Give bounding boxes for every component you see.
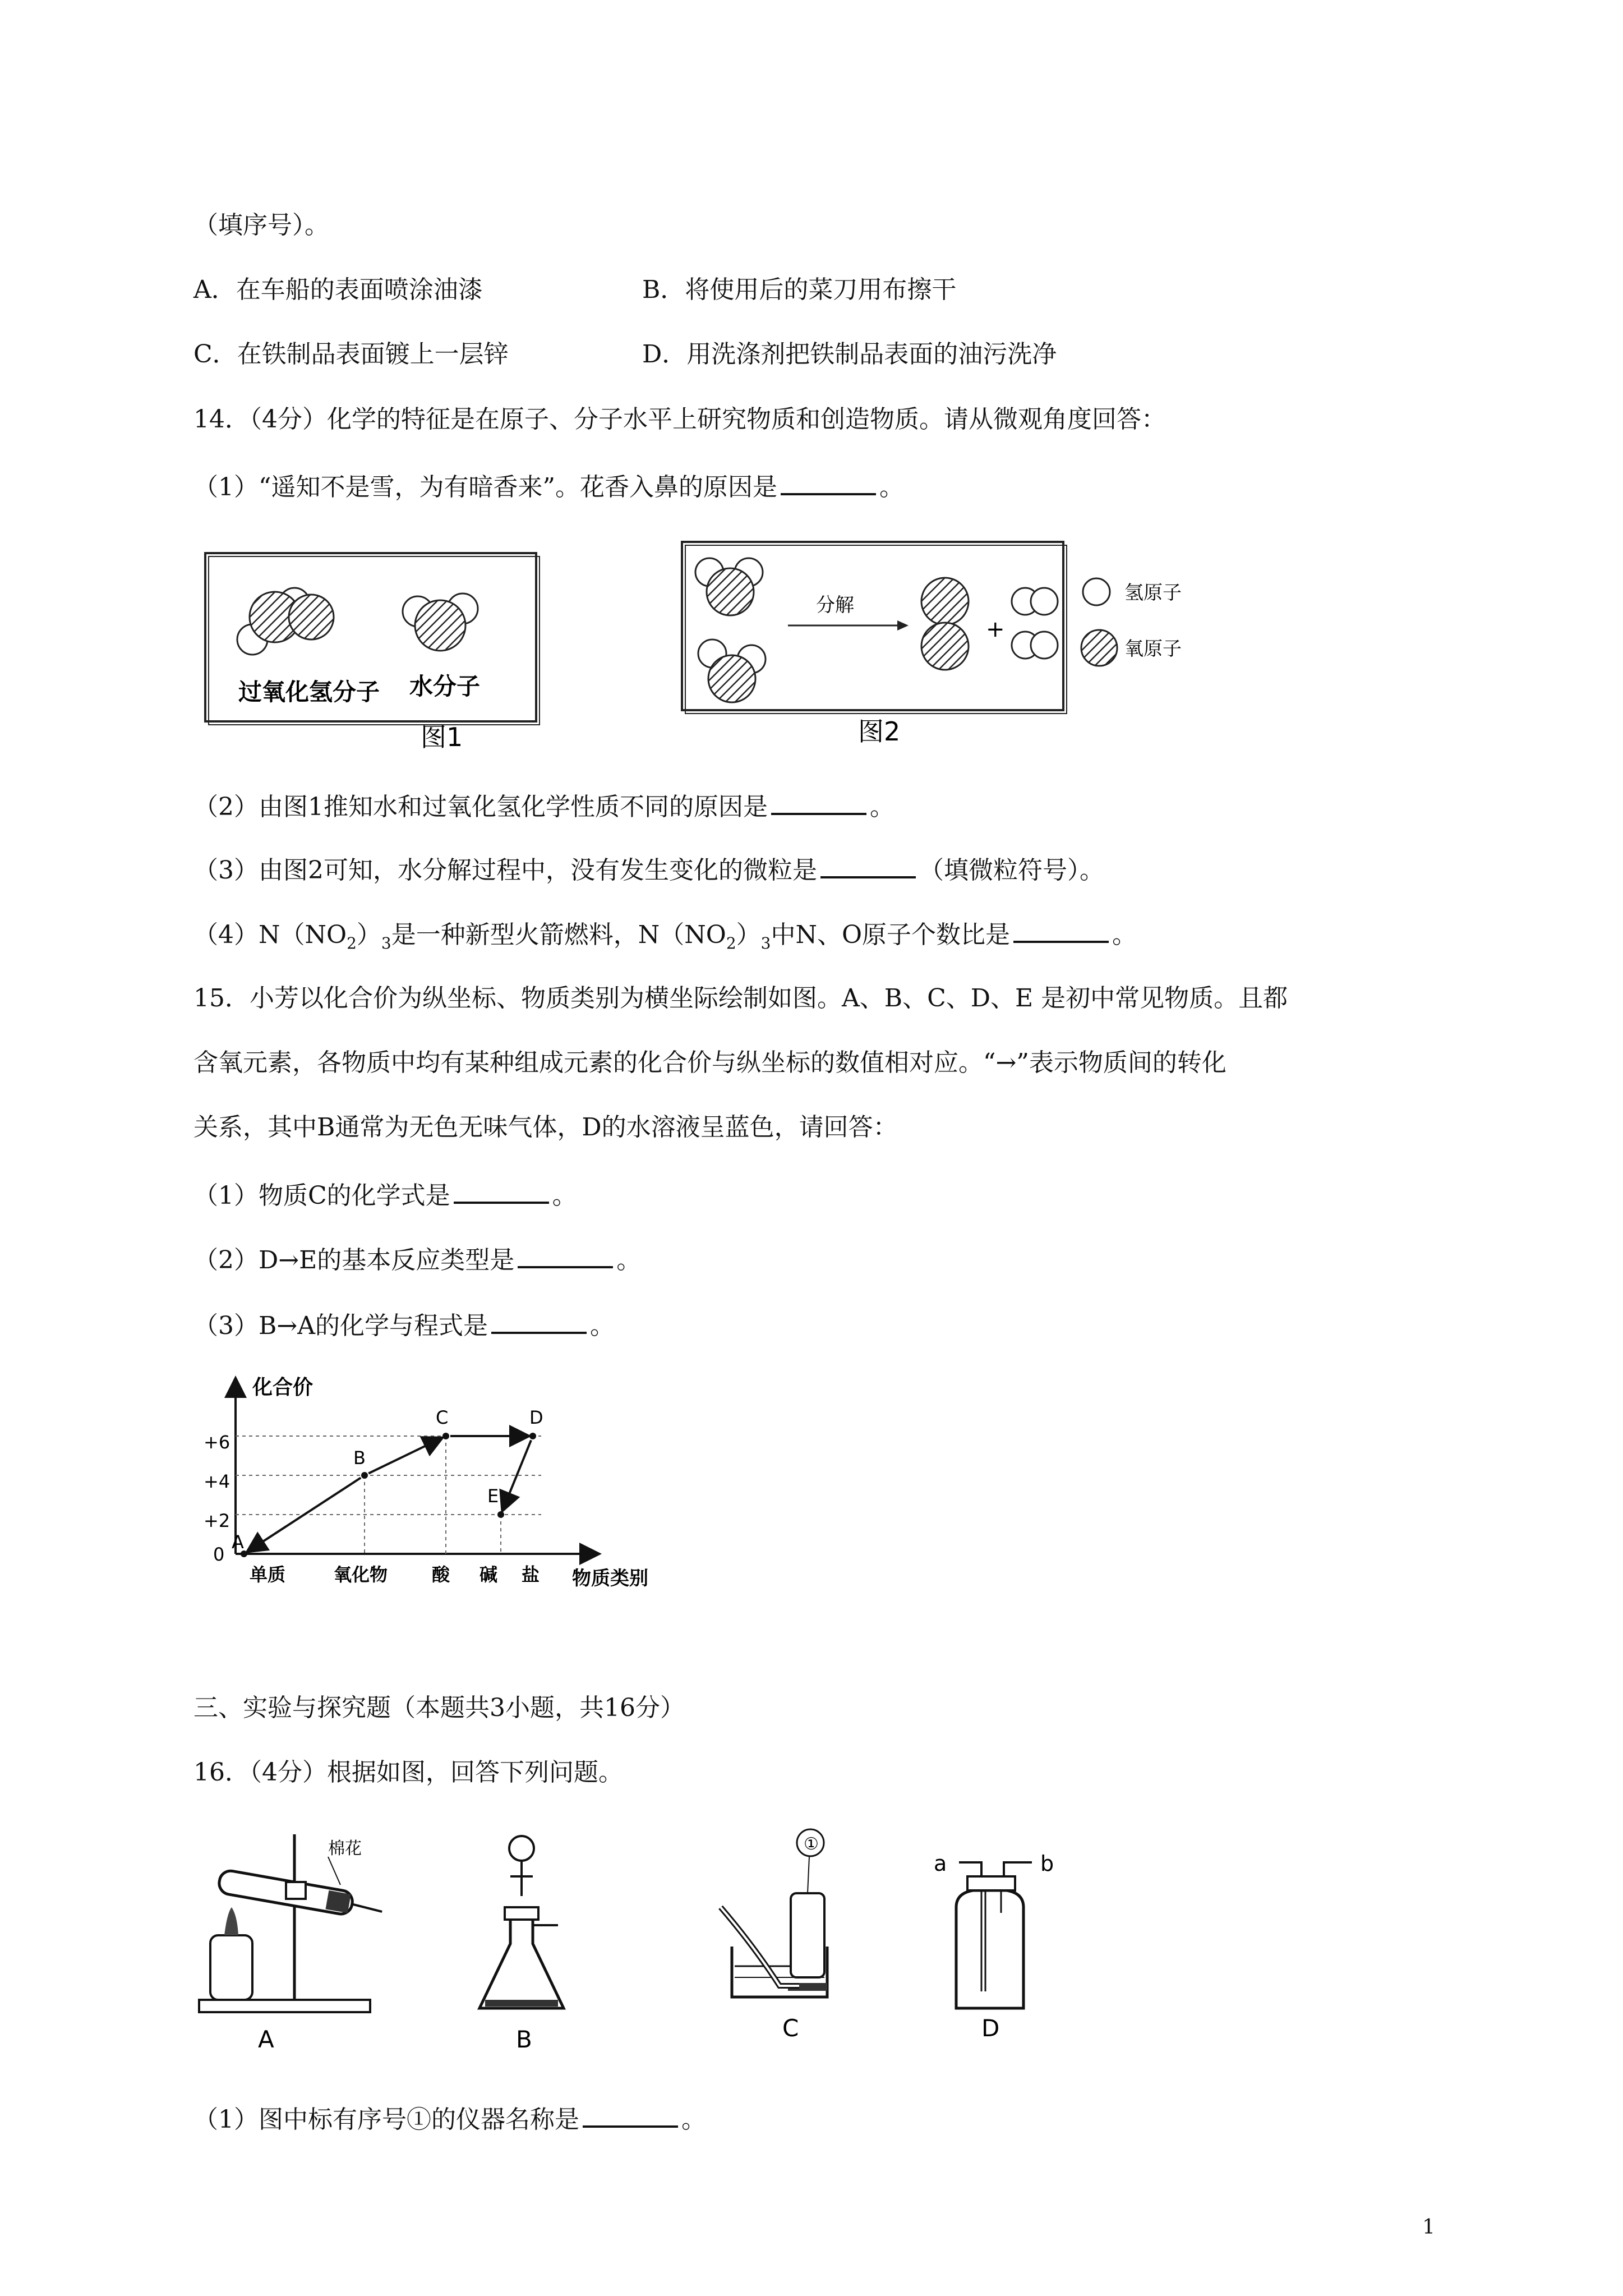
x-tick-label: 氧化物: [334, 1564, 388, 1585]
period: 。: [870, 793, 895, 821]
q15-part3: [193, 1307, 615, 1343]
apparatus-c-icon: [721, 1829, 827, 1997]
subscript: 3: [760, 933, 771, 953]
page-number: 1: [1422, 2216, 1435, 2239]
legend-oxygen: 氧原子: [1124, 638, 1182, 660]
arrow-label: 分解: [816, 594, 854, 616]
q15-part1: [193, 1177, 577, 1213]
legend-hydrogen: 氢原子: [1124, 582, 1182, 604]
period: 。: [589, 1312, 615, 1340]
figure-1: [202, 550, 550, 752]
y-tick-label: +6: [204, 1432, 230, 1453]
hydrogen-molecule-icon: [1012, 632, 1058, 659]
q14-part2-text: （2）由图1推知水和过氧化氢化学性质不同的原因是: [193, 793, 768, 821]
q14-part3-tail: （填微粒符号）。: [919, 856, 1104, 885]
arrow-B-to-C: [368, 1438, 441, 1473]
q13-option-c: C．在铁制品表面镀上一层锌: [193, 340, 509, 369]
answer-blank: [454, 1177, 549, 1204]
q15-part2-text: （2）D→E的基本反应类型是: [193, 1246, 515, 1274]
q13-option-d: D．用洗涤剂把铁制品表面的油污洗净: [642, 340, 1057, 369]
h2o-molecule-icon: [403, 593, 478, 651]
figure-2-caption: 图2: [858, 716, 901, 747]
apparatus-figure: [193, 1823, 1091, 2059]
answer-blank: [491, 1307, 587, 1334]
apparatus-b-label: B: [516, 2026, 532, 2053]
port-a-label: a: [934, 1851, 947, 1876]
apparatus-c-label: C: [782, 2014, 799, 2042]
q16-stem: 16．（4分）根据如图，回答下列问题。: [193, 1758, 623, 1787]
apparatus-d-icon: [934, 1851, 1054, 2008]
subscript: 2: [347, 933, 357, 953]
h2o2-molecule-icon: [237, 588, 334, 655]
cotton-label: 棉花: [328, 1839, 362, 1858]
hydrogen-atom-legend-icon: [1083, 578, 1110, 605]
q13-option-b: B．将使用后的菜刀用布擦干: [642, 275, 957, 304]
apparatus-a-label: A: [258, 2026, 274, 2053]
point-E: [497, 1511, 504, 1518]
point-label-E: E: [487, 1485, 499, 1507]
circled-number-1: ①: [804, 1834, 819, 1854]
q16-part1: [193, 2101, 706, 2137]
q15-stem-line1: 15．小芳以化合价为纵坐标、物质类别为横坐际绘制如图。A、B、C、D、E 是初中常见物质。且都: [193, 984, 1288, 1013]
y-tick-label: +2: [204, 1510, 230, 1531]
q14-part4-a: （4）N（NO: [193, 921, 347, 949]
q14-part3-text: （3）由图2可知，水分解过程中，没有发生变化的微粒是: [193, 856, 817, 885]
oxygen-atom-legend-icon: [1081, 630, 1117, 666]
period: 。: [552, 1181, 577, 1210]
q16-part1-text: （1）图中标有序号①的仪器名称是: [193, 2105, 579, 2134]
q15-stem-line2: 含氧元素，各物质中均有某种组成元素的化合价与纵坐标的数值相对应。“→”表示物质间的转化: [193, 1048, 1227, 1077]
water-molecule-icon: [695, 558, 763, 615]
subscript: 3: [381, 933, 391, 953]
apparatus-d-label: D: [981, 2014, 1000, 2042]
apparatus-a-icon: [199, 1834, 385, 2012]
period: 。: [616, 1246, 642, 1274]
subscript: 2: [726, 933, 736, 953]
answer-blank: [518, 1241, 613, 1268]
q14-part3: [193, 852, 1104, 887]
label-h2o: 水分子: [409, 673, 481, 700]
port-b-label: b: [1040, 1851, 1054, 1876]
q14-part1: [193, 468, 904, 504]
q15-part2: [193, 1241, 641, 1277]
water-molecule-icon: [698, 639, 766, 702]
point-label-B: B: [353, 1447, 366, 1469]
q14-part1-text: （1）“遥知不是雪，为有暗香来”。花香入鼻的原因是: [193, 473, 777, 501]
period: 。: [1112, 921, 1137, 949]
label-h2o2: 过氧化氢分子: [238, 678, 380, 706]
figure-1-caption: 图1: [421, 722, 463, 752]
point-label-D: D: [529, 1407, 543, 1428]
y-tick-label: +4: [204, 1471, 230, 1492]
answer-blank: [1013, 916, 1109, 943]
q14-stem: 14．（4分）化学的特征是在原子、分子水平上研究物质和创造物质。请从微观角度回答：: [193, 405, 1166, 434]
point-label-C: C: [436, 1407, 449, 1428]
x-tick-label: 碱: [479, 1564, 498, 1585]
figure-2: [679, 539, 1239, 752]
q14-part4-d: ）: [736, 921, 761, 949]
point-label-A: A: [232, 1531, 244, 1553]
x-tick-label: 盐: [522, 1564, 540, 1585]
x-tick-label: 酸: [432, 1564, 450, 1585]
q14-part2: [193, 788, 895, 824]
x-tick-label: 单质: [250, 1564, 286, 1585]
q15-stem-line3: 关系，其中B通常为无色无味气体，D的水溶液呈蓝色，请回答：: [193, 1113, 898, 1142]
q13-option-a: A．在车船的表面喷涂油漆: [193, 275, 483, 304]
q14-part4-c: 是一种新型火箭燃料，N（NO: [391, 921, 726, 949]
y-axis-label: 化合价: [252, 1376, 313, 1399]
answer-blank: [583, 2101, 678, 2128]
answer-blank: [781, 468, 876, 495]
answer-blank: [820, 852, 916, 878]
point-C: [442, 1433, 449, 1439]
y-tick-label: 0: [213, 1544, 225, 1565]
apparatus-b-icon: [479, 1836, 564, 2008]
answer-blank: [771, 788, 866, 815]
valence-chart: [193, 1369, 698, 1593]
section-3-title: 三、实验与探究题（本题共3小题，共16分）: [193, 1694, 685, 1722]
q14-part4-e: 中N、O原子个数比是: [771, 921, 1011, 949]
valence-chart-svg: [193, 1369, 698, 1593]
x-axis-label: 物质类别: [572, 1567, 648, 1590]
hydrogen-molecule-icon: [1012, 588, 1058, 615]
point-D: [529, 1433, 536, 1439]
q14-part4: [193, 916, 1137, 960]
plus-sign: +: [986, 616, 1005, 642]
period: 。: [681, 2105, 706, 2134]
q14-part4-b: ）: [356, 921, 381, 949]
oxygen-molecule-icon: [921, 578, 969, 670]
q13-tail: （填序号）。: [193, 211, 329, 240]
q15-part3-text: （3）B→A的化学与程式是: [193, 1312, 488, 1340]
q15-part1-text: （1）物质C的化学式是: [193, 1181, 450, 1210]
point-B: [361, 1472, 368, 1479]
period: 。: [879, 473, 904, 501]
